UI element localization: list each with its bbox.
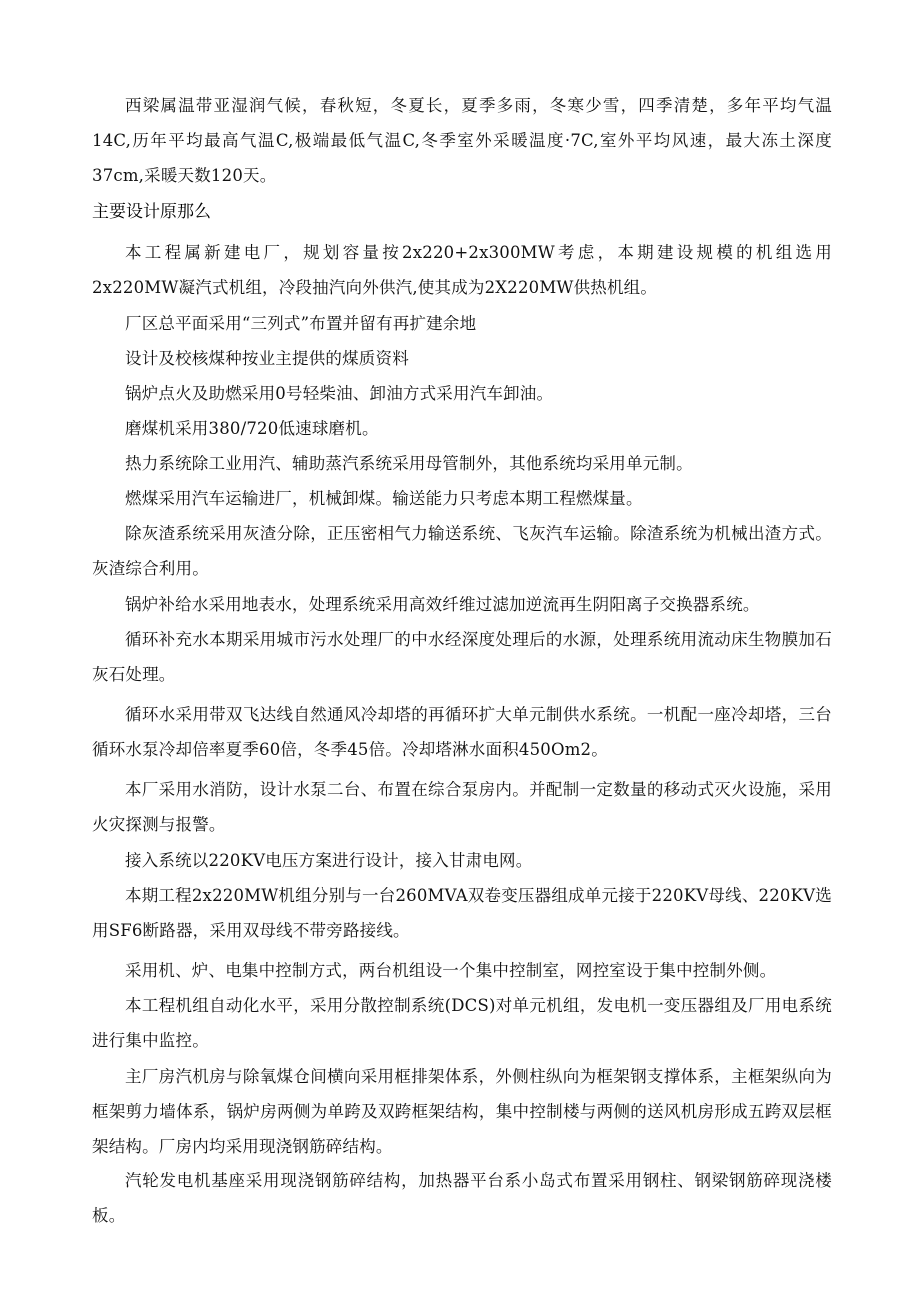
paragraph-turbine-foundation: 汽轮发电机基座采用现浇钢筋碎结构，加热器平台系小岛式布置采用钢柱、钢梁钢筋碎现浇楼板。 xyxy=(92,1171,832,1225)
paragraph-ash-removal: 除灰渣系统采用灰渣分除，正压密相气力输送系统、飞灰汽车运输。除渣系统为机械出渣方式。灰渣综合利用。 xyxy=(92,524,832,578)
climate-paragraph: 西梁属温带亚湿润气候，春秋短，冬夏长，夏季多雨，冬寒少雪，四季清楚，多年平均气温14C,历年平均最高气温C,极端最低气温C,冬季室外采暖温度·7C,室外平均风速，最大冻土深度37cm,采暖天数120天。 xyxy=(92,96,832,185)
paragraph-thermal-system: 热力系统除工业用汽、辅助蒸汽系统采用母管制外，其他系统均采用单元制。 xyxy=(125,454,693,473)
paragraph-ignition: 锅炉点火及助燃采用0号轻柴油、卸油方式采用汽车卸油。 xyxy=(125,384,554,403)
paragraph-control-mode: 采用机、炉、电集中控制方式，两台机组设一个集中控制室，网控室设于集中控制外侧。 xyxy=(125,961,777,980)
section-heading: 主要设计原那么 xyxy=(92,202,211,222)
paragraph-fire-protection: 本厂采用水消防，设计水泵二台、布置在综合泵房内。并配制一定数量的移动式灭火设施，采用火灾探测与报警。 xyxy=(92,780,832,834)
paragraph-capacity: 本工程属新建电厂，规划容量按2x220+2x300MW考虑，本期建设规模的机组选用2x220MW凝汽式机组，冷段抽汽向外供汽,使其成为2X220MW供热机组。 xyxy=(92,243,832,297)
paragraph-coal-quality: 设计及校核煤种按业主提供的煤质资料 xyxy=(125,349,409,368)
paragraph-boiler-water: 锅炉补给水采用地表水，处理系统采用高效纤维过滤加逆流再生阴阳离子交换器系统。 xyxy=(125,595,760,614)
paragraph-automation: 本工程机组自动化水平，采用分散控制系统(DCS)对单元机组，发电机一变压器组及厂用电系统进行集中监控。 xyxy=(92,996,832,1050)
paragraph-layout: 厂区总平面采用“三列式”布置并留有再扩建余地 xyxy=(125,314,477,333)
paragraph-main-building-structure: 主厂房汽机房与除氧煤仓间横向采用框排架体系，外侧柱纵向为框架钢支撑体系，主框架纵向为框架剪力墙体系，锅炉房两侧为单跨及双跨框架结构，集中控制楼与两侧的送风机房形成五跨双层框架结构。厂房内均采用现浇钢筋碎结构。 xyxy=(92,1067,832,1156)
paragraph-mill: 磨煤机采用380/720低速球磨机。 xyxy=(125,419,379,438)
paragraph-transformer: 本期工程2x220MW机组分别与一台260MVA双卷变压器组成单元接于220KV母线、220KV选用SF6断路器，采用双母线不带旁路接线。 xyxy=(92,886,832,940)
paragraph-makeup-water: 循环补充水本期采用城市污水处理厂的中水经深度处理后的水源，处理系统用流动床生物膜加石灰石处理。 xyxy=(92,630,832,684)
paragraph-grid-connection: 接入系统以220KV电压方案进行设计，接入甘肃电网。 xyxy=(125,851,533,870)
paragraph-coal-transport: 燃煤采用汽车运输进厂，机械卸煤。输送能力只考虑本期工程燃煤量。 xyxy=(125,489,643,508)
paragraph-circulating-water: 循环水采用带双飞达线自然通风冷却塔的再循环扩大单元制供水系统。一机配一座冷却塔，三台循环水泵冷却倍率夏季60倍，冬季45倍。冷却塔淋水面积450Om2。 xyxy=(92,705,832,759)
